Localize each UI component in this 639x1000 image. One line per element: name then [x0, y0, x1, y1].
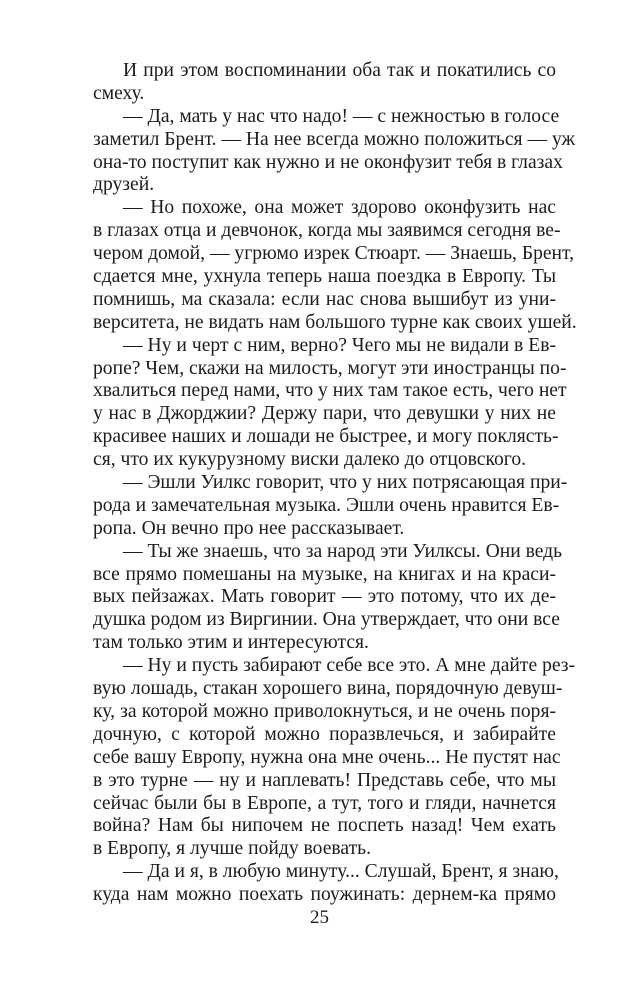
text-line: — Ну и пусть забирают себе все это. А мне дайте рез-	[123, 655, 576, 677]
text-line: вых пейзажах. Мать говорит — это потому, что их де-	[93, 586, 556, 608]
text-line: — Ну и черт с ним, верно? Чего мы не видали в Ев-	[123, 334, 556, 356]
text-line: у нас в Джорджии? Держу пари, что девушки у них не	[93, 403, 556, 425]
text-line: ропе? Чем, скажи на милость, могут эти иностранцы по-	[93, 357, 567, 379]
page-number: 25	[310, 907, 329, 928]
book-page-text	[93, 60, 577, 907]
text-line: себе вашу Европу, нужна она мне очень... Не пустят нас	[93, 746, 561, 768]
text-line: все прямо помешаны на музыке, на книгах и на краси-	[93, 563, 556, 585]
text-line: там только этим и интересуются.	[93, 632, 369, 654]
text-line: смеху.	[93, 82, 145, 104]
text-line: ку, за которой можно приволокнуться, и не очень поря-	[93, 700, 556, 722]
text-line: сейчас были бы в Европе, а тут, того и гляди, начнется	[93, 792, 556, 814]
text-line: красивее наших и лошади не быстрее, и могу поклясть-	[93, 426, 559, 448]
text-line: — Да и я, в любую минуту... Слушай, Брент, я знаю,	[123, 861, 559, 883]
text-line: — Эшли Уилкс говорит, что у них потрясающая при-	[123, 472, 568, 494]
text-line: рода и замечательная музыка. Эшли очень нравится Ев-	[93, 494, 560, 516]
text-line: — Но похоже, она может здорово оконфузить нас	[123, 197, 556, 219]
text-line: ропа. Он вечно про нее рассказывает.	[93, 517, 405, 539]
text-line: сдается мне, ухнула теперь наша поездка в Европу. Ты	[93, 266, 556, 288]
text-line: помнишь, ма сказала: если нас снова вышибут из уни-	[93, 288, 556, 310]
text-line: куда нам можно поехать поужинать: дернем-ка прямо	[93, 884, 556, 906]
text-line: вую лошадь, стакан хорошего вина, порядочную девуш-	[93, 678, 563, 700]
text-line: она-то поступит как нужно и не оконфузит тебя в глазах	[93, 151, 563, 173]
text-line: — Да, мать у нас что надо! — с нежностью в голосе	[123, 105, 560, 127]
text-line: друзей.	[93, 174, 155, 196]
text-line: в Европу, я лучше пойду воевать.	[93, 838, 371, 860]
text-line: ся, что их кукурузному виски далеко до отцовского.	[93, 449, 527, 471]
text-line: чером домой, — угрюмо изрек Стюарт. — Знаешь, Брент,	[93, 243, 575, 265]
text-line: И при этом воспоминании оба так и покатились со	[123, 60, 556, 81]
text-line: — Ты же знаешь, что за народ эти Уилксы. Они ведь	[123, 540, 563, 562]
text-line: заметил Брент. — На нее всегда можно положиться — уж	[93, 128, 576, 150]
text-line: в это турне — ну и наплевать! Представь себе, что мы	[93, 769, 556, 791]
text-line: верситета, не видать нам большого турне как своих ушей.	[93, 311, 577, 333]
text-line: война? Нам бы нипочем не поспеть назад! Чем ехать	[93, 815, 556, 837]
text-line: в глазах отца и девчонок, когда мы заявимся сегодня ве-	[93, 220, 561, 242]
text-line: душка родом из Виргинии. Она утверждает, что они все	[93, 609, 560, 631]
text-line: дочную, с которой можно поразвлечься, и забирайте	[93, 723, 556, 745]
text-line: хвалиться перед нами, что у них там такое есть, чего нет	[93, 380, 567, 402]
